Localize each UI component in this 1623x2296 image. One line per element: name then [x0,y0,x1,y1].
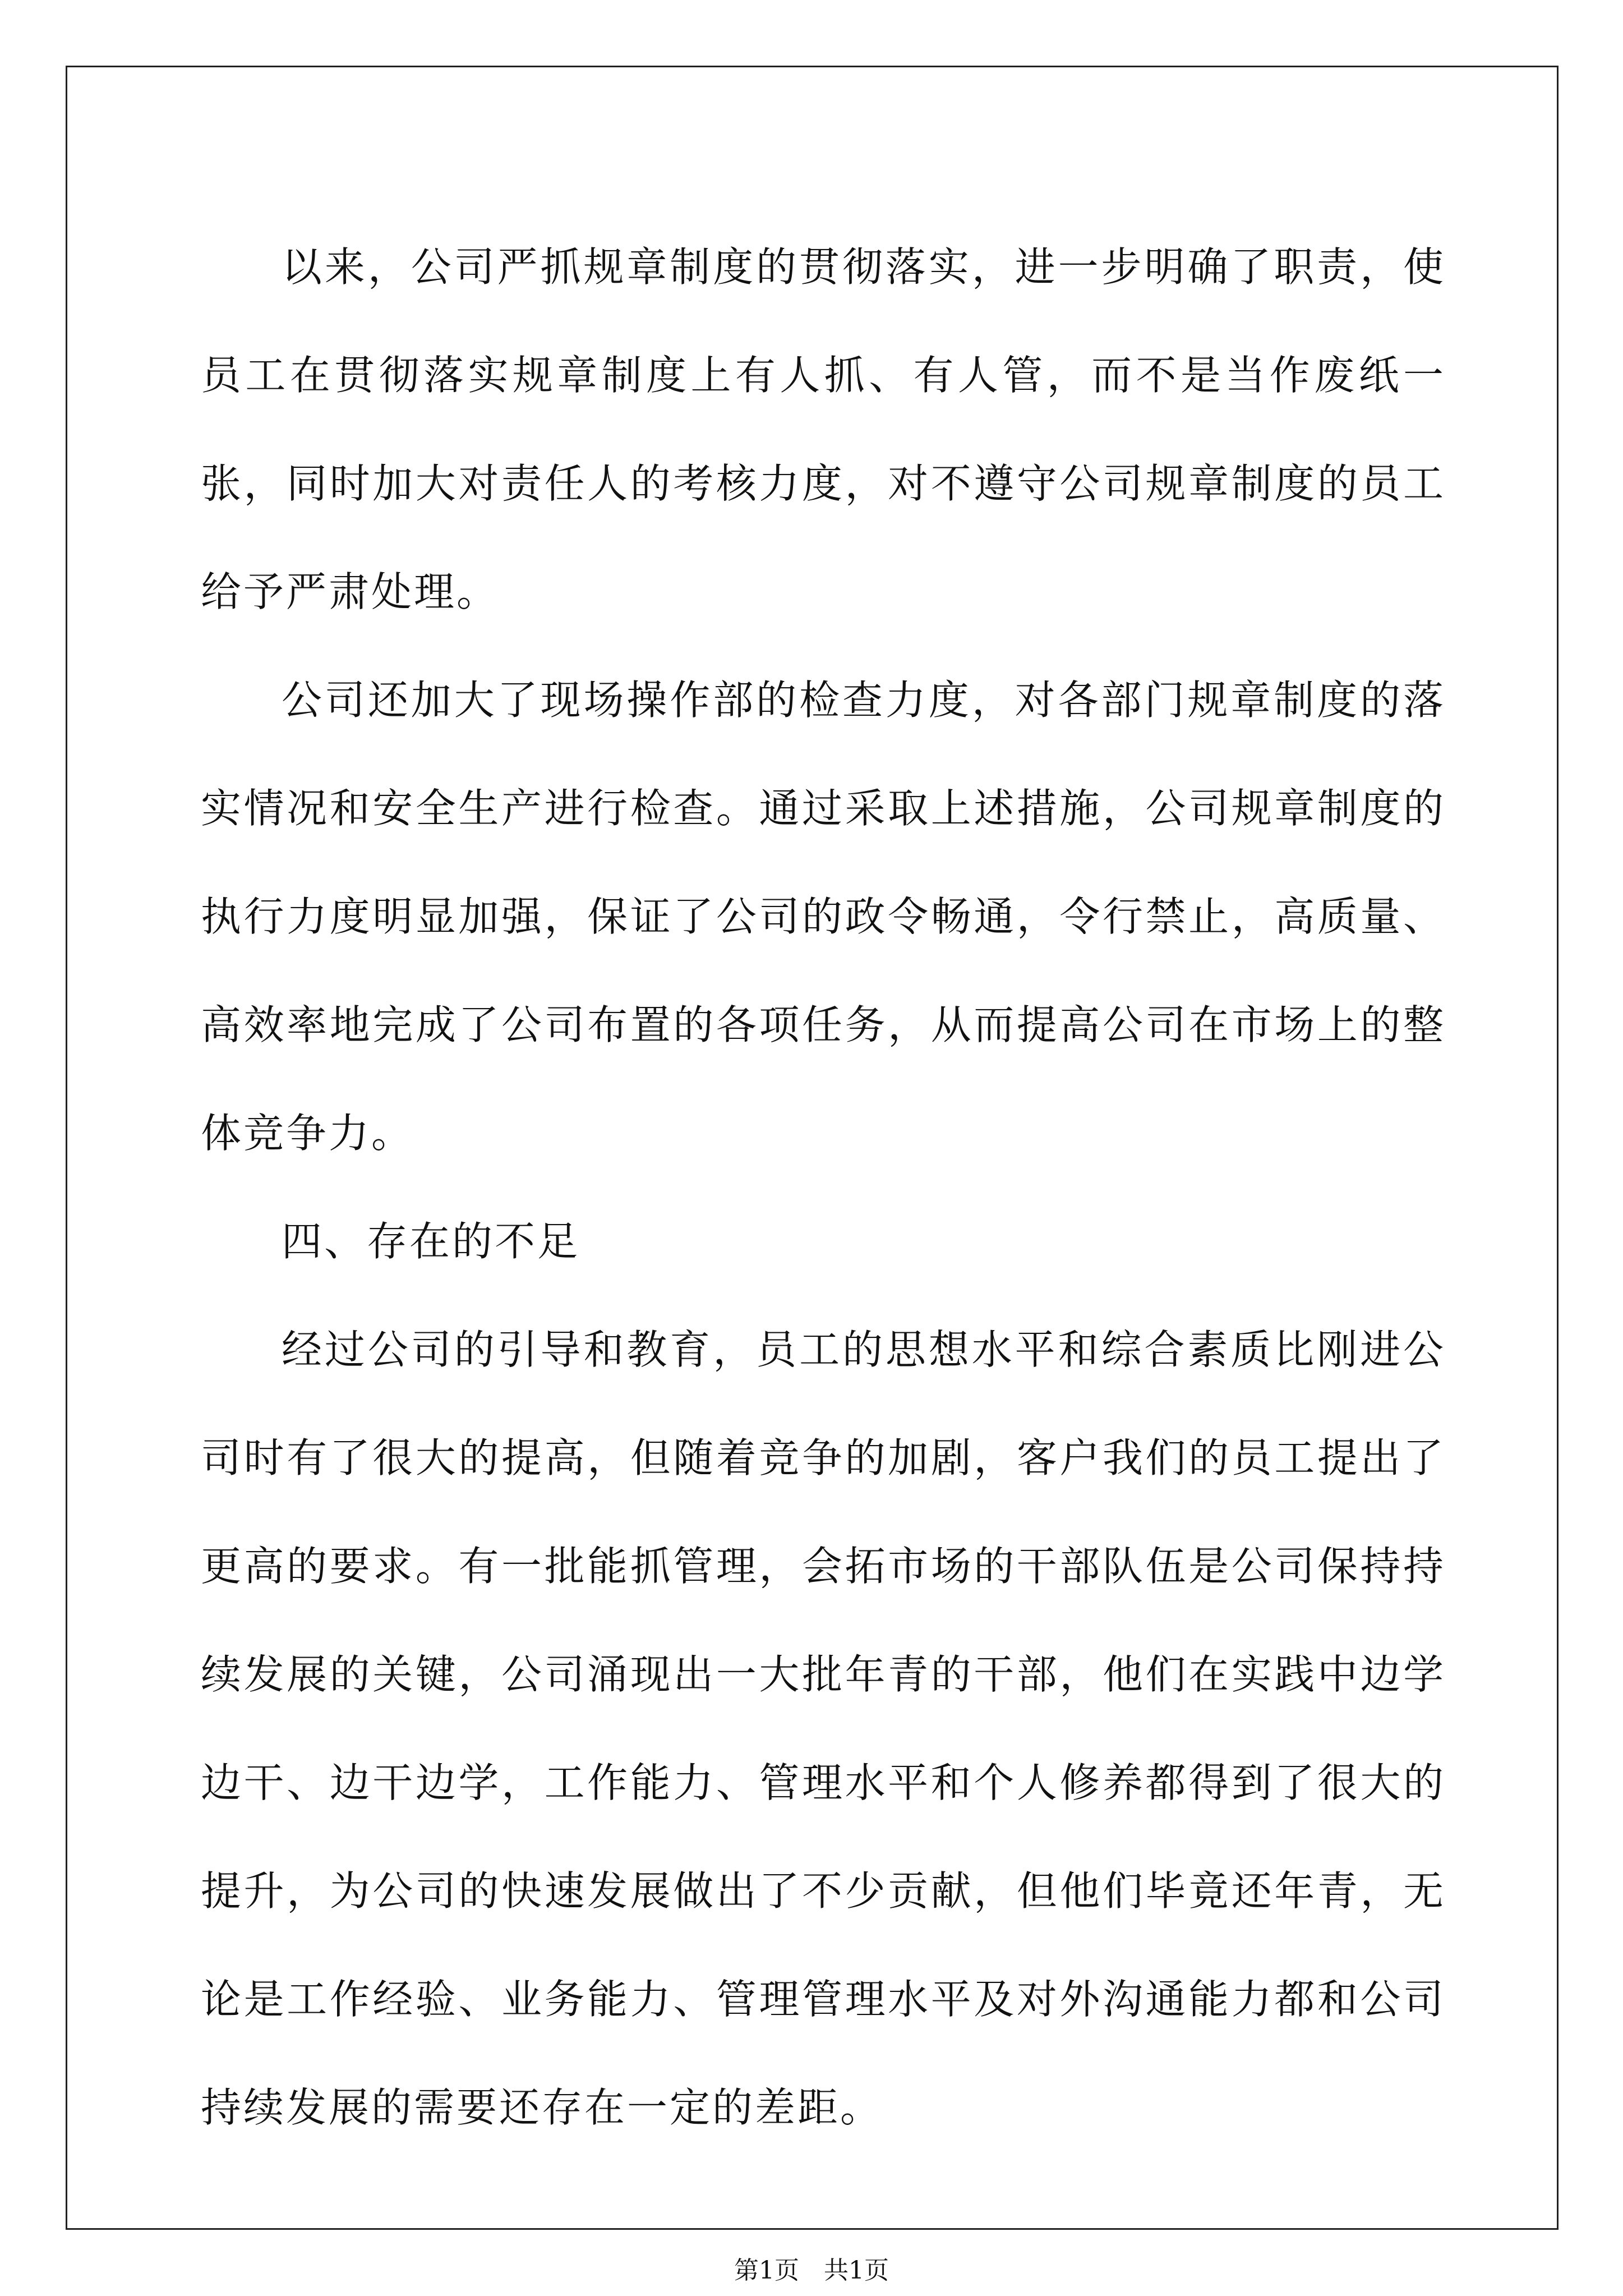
paragraph-shortcomings: 经过公司的引导和教育，员工的思想水平和综合素质比刚进公司时有了很大的提高，但随着竞争的加剧，客户我们的员工提出了更高的要求。有一批能抓管理，会拓市场的干部队伍是公司保持持续发展的关键，公司涌现出一大批年青的干部，他们在实践中边学边干、边干边学，工作能力、管理水平和个人修养都得到了很大的提升，为公司的快速发展做出了不少贡献，但他们毕竟还年青，无论是工作经验、业务能力、管理管理水平及对外沟通能力都和公司持续发展的需要还存在一定的差距。 [201,1326,1446,2131]
paragraph-inspection: 公司还加大了现场操作部的检查力度，对各部门规章制度的落实情况和安全生产进行检查。通过采取上述措施，公司规章制度的执行力度明显加强，保证了公司的政令畅通，令行禁止，高质量、高效率地完成了公司布置的各项任务，从而提高公司在市场上的整体竞争力。 [201,677,1446,1157]
paragraph-rules-enforcement: 以来，公司严抓规章制度的贯彻落实，进一步明确了职责，使员工在贯彻落实规章制度上有人抓、有人管，而不是当作废纸一张，同时加大对责任人的考核力度，对不遵守公司规章制度的员工给予严肃处理。 [201,243,1446,615]
section-heading-shortcomings: 四、存在的不足 [282,1218,580,1265]
document-body [201,213,1446,2162]
page-footer: 第1页 共1页 [734,2256,889,2285]
